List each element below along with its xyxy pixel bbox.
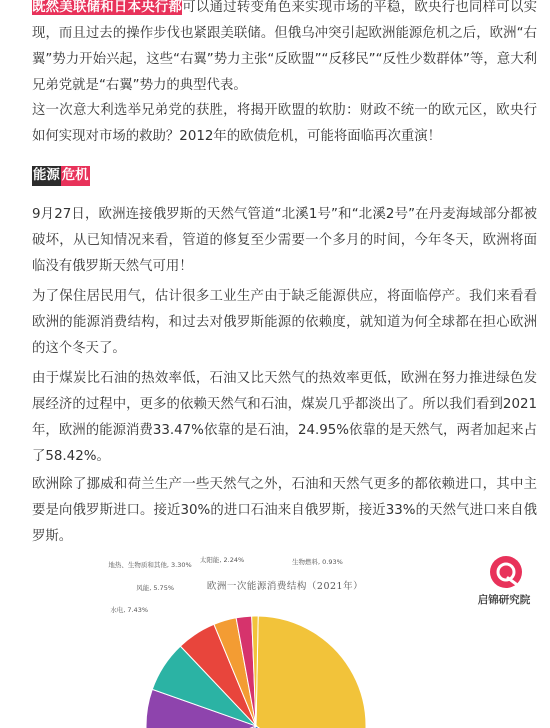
paragraph-1	[32, 0, 537, 99]
logo-text: 启锦研究院	[477, 594, 531, 606]
pie-slice-label: 太阳能, 2.24%	[199, 556, 245, 564]
paragraph-3: 9月27日，欧洲连接俄罗斯的天然气管道“北溪1号”和“北溪2号”在丹麦海域部分都被破坏，从已知情况来看，管道的修复至少需要一个多月的时间，今年冬天，欧洲将面临没有俄罗斯天然气可用！	[32, 207, 537, 274]
paragraph-4: 为了保住居民用气，估计很多工业生产由于缺乏能源供应，将面临停产。我们来看看欧洲的能源消费结构，和过去对俄罗斯能源的依赖度，就知道为何全球都在担心欧洲的这个冬天了。	[32, 289, 537, 356]
paragraph-1-text: 可以通过转变角色来实现市场的平稳，欧央行也同样可以实现，而且过去的操作步伐也紧跟美联储。但俄乌冲突引起欧洲能源危机之后，欧洲“右翼”势力开始兴起，这些“右翼”势力主张“反欧盟”“反移民”“反性少数群体”等，意大利兄弟党就是“右翼”势力的典型代表。	[32, 0, 538, 93]
heading-part-2: 危机	[61, 166, 90, 186]
chart-figure	[30, 548, 540, 728]
pie-slice-label: 水电, 7.43%	[110, 606, 148, 614]
paragraph-6: 欧洲除了挪威和荷兰生产一些天然气之外，石油和天然气更多的都依赖进口，其中主要是向俄罗斯进口。接近30%的进口石油来自俄罗斯，接近33%的天然气进口来自俄罗斯。	[32, 477, 537, 544]
paragraph-5: 由于煤炭比石油的热效率低，石油又比天然气的热效率更低，欧洲在努力推进绿色发展经济的过程中，更多的依赖天然气和石油，煤炭几乎都淡出了。所以我们看到2021年，欧洲的能源消费33.47%依靠的是石油，24.95%依靠的是天然气，两者加起来占了58.42%。	[32, 371, 537, 464]
pie-slice-label: 地热、生物质和其他, 3.30%	[108, 561, 192, 569]
pie-slice-label: 核能, 9.60%	[132, 627, 170, 635]
highlight-phrase: 既然美联储和日本央行都	[32, 0, 183, 15]
pie-slice-label: 风能, 5.75%	[136, 584, 174, 592]
paragraph-2: 这一次意大利选举兄弟党的获胜，将揭开欧盟的软肋：财政不统一的欧元区，欧央行如何实现对市场的救助？2012年的欧债危机，可能将面临再次重演！	[32, 103, 537, 144]
heading-part-1: 能源	[32, 166, 61, 186]
chart-title: 欧洲一次能源消费结构（2021年）	[206, 581, 364, 592]
pie-slice-label: 生物燃料, 0.93%	[292, 558, 343, 566]
section-heading	[32, 166, 90, 186]
pie-slice	[256, 616, 366, 728]
pie-slice-label: 原油, 33.47%	[342, 640, 384, 648]
pie-chart	[30, 548, 540, 728]
